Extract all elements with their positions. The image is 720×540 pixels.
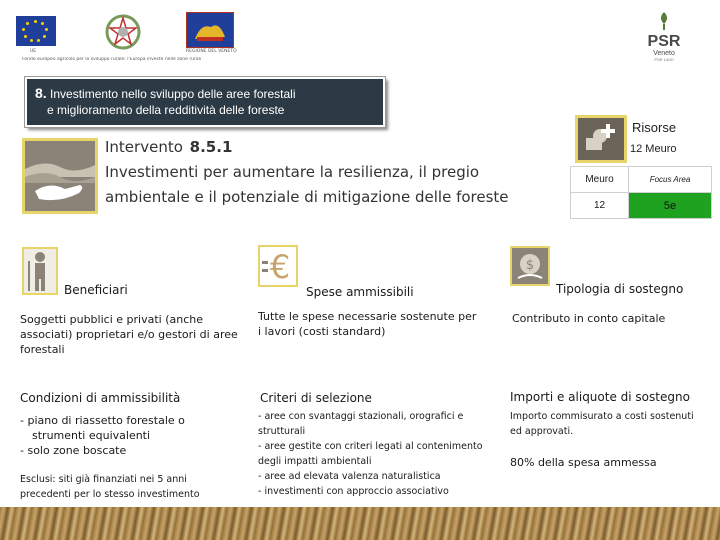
condizioni-esclusi (20, 472, 250, 502)
condizioni-list (20, 413, 250, 458)
intervento-label: Intervento (105, 138, 183, 156)
risorse-table-header-row (571, 167, 712, 193)
beneficiari-title: Beneficiari (64, 283, 128, 297)
italian-emblem-logo (104, 12, 142, 52)
risorse-amount: 12 Meuro (630, 143, 677, 155)
condizioni-item2: - solo zone boscate (20, 444, 127, 457)
svg-text:$: $ (525, 258, 535, 273)
criteri-item: strutturali (258, 426, 306, 437)
importi-text (510, 409, 715, 439)
importi-percent: 80% della spesa ammessa (510, 456, 657, 469)
svg-text:€: € (269, 248, 291, 285)
measure-title-text1: Investimento nello sviluppo delle aree forestali (50, 87, 296, 101)
tipologia-text: Contributo in conto capitale (512, 312, 666, 325)
farmer-icon (22, 247, 58, 295)
tipologia-title: Tipologia di sostegno (556, 282, 684, 296)
intervento-heading (105, 138, 232, 156)
money-plus-icon (575, 115, 627, 163)
intervento-description (105, 160, 565, 210)
eu-flag-logo (16, 16, 56, 46)
condizioni-esclusi-line2: precedenti per lo stesso investimento (20, 489, 200, 500)
money-transfer-icon (510, 246, 550, 286)
condizioni-esclusi-line1: Esclusi: siti già finanziati nei 5 anni (20, 474, 187, 485)
intervento-description-line2: ambientale e il potenziale di mitigazione delle foreste (105, 188, 509, 206)
psr-logo-period: PSR 14/20 (654, 57, 674, 62)
condizioni-item1-line1: - piano di riassetto forestale o (20, 414, 185, 427)
risorse-table-value-row (571, 193, 712, 219)
spese-title: Spese ammissibili (306, 285, 414, 299)
measure-title-line1 (35, 85, 296, 101)
veneto-region-logo (186, 12, 234, 48)
criteri-item: - aree con svantaggi stazionali, orografici e (258, 411, 464, 422)
wheat-field-image (0, 507, 720, 540)
risorse-header-meuro: Meuro (571, 167, 629, 193)
risorse-title: Risorse (632, 120, 677, 135)
criteri-list (258, 409, 503, 499)
risorse-value-meuro: 12 (571, 193, 629, 219)
importi-text-line2: ed approvati. (510, 426, 574, 437)
condizioni-item1-line2: strumenti equivalenti (32, 429, 151, 442)
forest-hand-icon (22, 138, 98, 214)
importi-title: Importi e aliquote di sostegno (510, 390, 690, 404)
criteri-item: - investimenti con approccio associativo (258, 486, 449, 497)
criteri-title: Criteri di selezione (260, 391, 372, 405)
eu-caption: UE (30, 49, 37, 54)
veneto-caption: REGIONE DEL VENETO (186, 49, 237, 54)
psr-logo-region: Veneto (653, 50, 675, 57)
criteri-item: degli impatti ambientali (258, 456, 372, 467)
intervento-description-line1: Investimenti per aumentare la resilienza, il pregio (105, 163, 480, 181)
measure-title-line2: e miglioramento della redditività delle foreste (47, 103, 285, 117)
criteri-item: - aree ad elevata valenza naturalistica (258, 471, 441, 482)
condizioni-title: Condizioni di ammissibilità (20, 391, 181, 405)
psr-logo-text: PSR (647, 33, 681, 50)
risorse-table (570, 166, 712, 219)
psr-veneto-logo (638, 10, 690, 62)
spese-text: Tutte le spese necessarie sostenute per i lavori (costi standard) (258, 310, 477, 338)
eu-fund-caption: Fondo europeo agricolo per lo sviluppo rurale: l'Europa investe nelle zone rurali (22, 57, 202, 62)
intervento-code: 8.5.1 (189, 138, 233, 156)
risorse-header-focus-area: Focus Area (629, 167, 712, 193)
risorse-value-focus-area: 5e (629, 193, 712, 219)
beneficiari-text: Soggetti pubblici e privati (anche associati) proprietari e/o gestori di aree forestali (20, 313, 238, 356)
criteri-item: - aree gestite con criteri legati al contenimento (258, 441, 483, 452)
measure-number: 8. (35, 85, 47, 101)
importi-text-line1: Importo commisurato a costi sostenuti (510, 411, 694, 422)
measure-title-box (25, 77, 385, 127)
euro-icon (258, 245, 298, 287)
